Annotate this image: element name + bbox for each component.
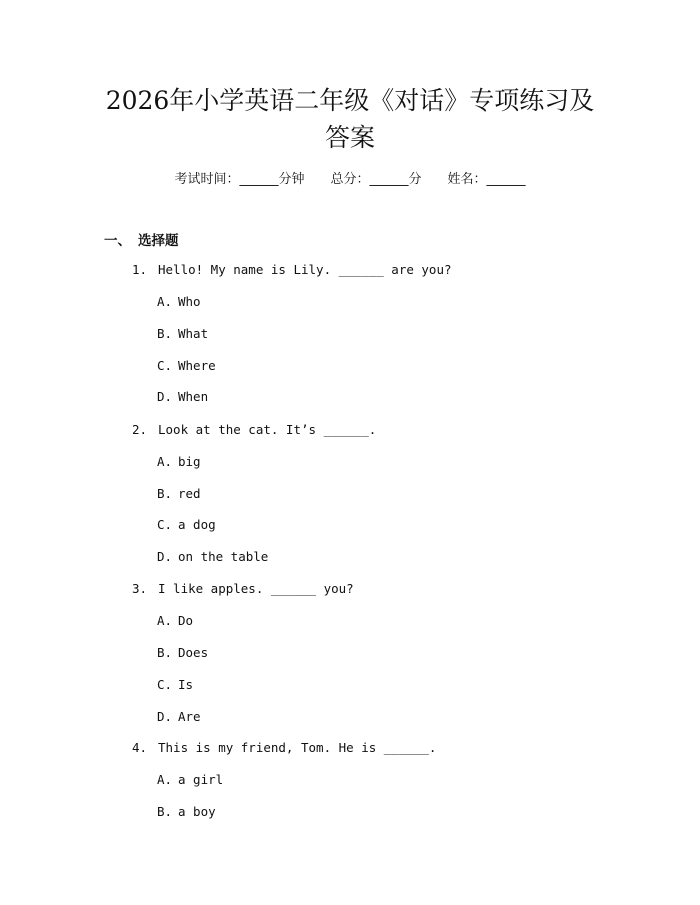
question-1-option-c [157, 358, 216, 374]
question-3-option-c [157, 677, 193, 693]
question-2-option-c [157, 517, 216, 533]
question-1-option-d [157, 389, 208, 405]
option-text: Are [178, 709, 201, 724]
question-3-option-b [157, 645, 208, 661]
question-1 [132, 262, 452, 278]
question-3 [132, 581, 354, 597]
option-text: Do [178, 613, 194, 628]
option-text: a boy [178, 804, 216, 819]
exam-meta-row [0, 168, 700, 187]
option-letter: A. [157, 772, 173, 787]
option-text: What [178, 326, 209, 341]
question-number: 4. [132, 740, 148, 755]
question-2-option-b [157, 486, 201, 502]
option-text: on the table [178, 549, 269, 564]
question-4-option-a [157, 772, 223, 788]
question-3-option-d [157, 709, 201, 725]
document-title-line-1: 2026年小学英语二年级《对话》专项练习及 [105, 86, 595, 115]
question-4-option-b [157, 804, 216, 820]
question-number: 1. [132, 262, 148, 277]
option-text: Who [178, 294, 201, 309]
option-letter: D. [157, 709, 173, 724]
option-letter: A. [157, 454, 173, 469]
question-number: 3. [132, 581, 148, 596]
option-letter: A. [157, 613, 173, 628]
section-number: 一、 [104, 233, 131, 249]
option-letter: D. [157, 389, 173, 404]
section-heading [104, 229, 179, 249]
option-letter: B. [157, 804, 173, 819]
question-number: 2. [132, 422, 148, 437]
option-text: Does [178, 645, 209, 660]
student-name-field: 姓名：______ [447, 172, 526, 187]
question-1-option-a [157, 294, 201, 310]
option-letter: C. [157, 358, 173, 373]
question-text: Look at the cat. It’s ______. [158, 422, 377, 437]
question-1-option-b [157, 326, 208, 342]
option-letter: D. [157, 549, 173, 564]
option-text: red [178, 486, 201, 501]
option-text: a girl [178, 772, 224, 787]
option-letter: B. [157, 645, 173, 660]
option-letter: B. [157, 486, 173, 501]
question-2-option-d [157, 549, 268, 565]
option-letter: C. [157, 517, 173, 532]
option-text: When [178, 389, 209, 404]
question-text: I like apples. ______ you? [158, 581, 354, 596]
exam-time-field: 考试时间：______分钟 [174, 172, 305, 187]
section-title: 选择题 [138, 233, 179, 249]
question-4 [132, 740, 436, 756]
option-text: a dog [178, 517, 216, 532]
question-2-option-a [157, 454, 201, 470]
option-text: big [178, 454, 201, 469]
option-letter: C. [157, 677, 173, 692]
question-text: This is my friend, Tom. He is ______. [158, 740, 437, 755]
option-text: Is [178, 677, 194, 692]
option-letter: B. [157, 326, 173, 341]
option-text: Where [178, 358, 216, 373]
question-2 [132, 422, 376, 438]
total-score-field: 总分：______分 [330, 172, 422, 187]
question-text: Hello! My name is Lily. ______ are you? [158, 262, 452, 277]
document-title-line-2: 答案 [324, 123, 375, 152]
option-letter: A. [157, 294, 173, 309]
question-3-option-a [157, 613, 193, 629]
